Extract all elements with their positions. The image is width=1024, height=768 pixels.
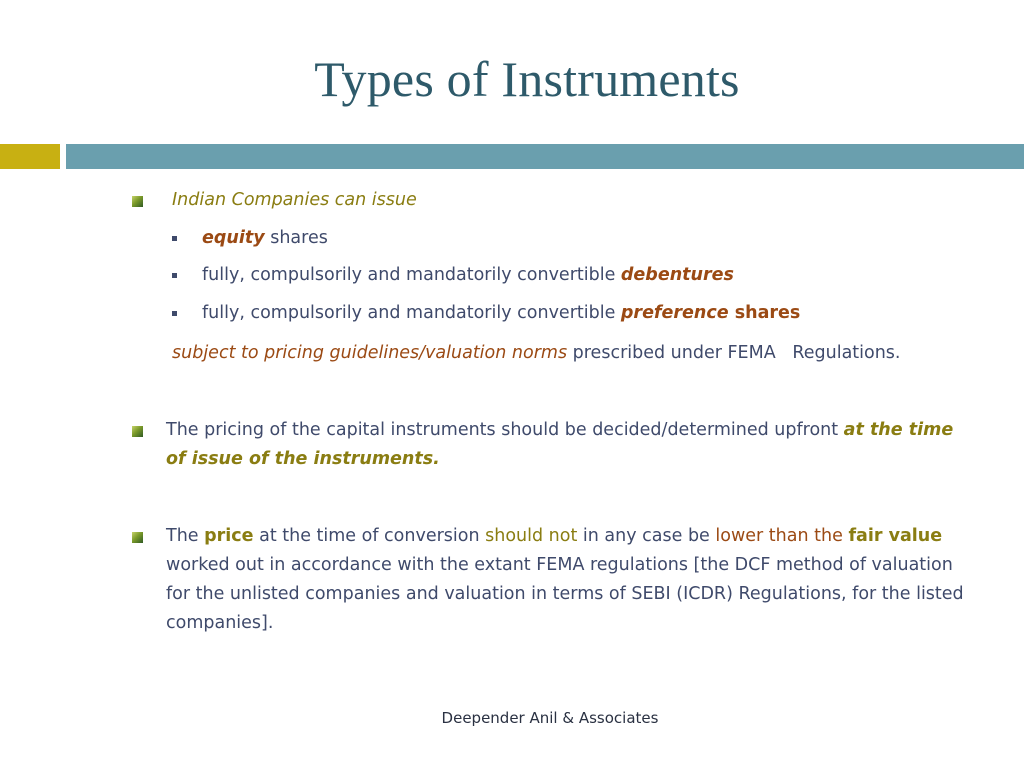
emphasis-text: preference: [620, 303, 729, 323]
square-bullet-icon: [132, 426, 143, 437]
square-bullet-icon: [132, 196, 143, 207]
sub-item-equity: [202, 226, 328, 250]
paragraph-text: The: [166, 526, 205, 546]
slide-title: Types of Instruments: [314, 51, 740, 107]
pricing-note: [172, 341, 901, 365]
sub-item-preference-shares: [202, 301, 800, 325]
sub-bullet-icon: [172, 273, 177, 278]
square-bullet-icon: [132, 532, 143, 543]
emphasis-price: price: [204, 526, 254, 546]
emphasis-fair-value: fair value: [848, 526, 943, 546]
bullet-heading-text: Indian Companies can issue: [172, 190, 417, 210]
sub-item-debentures: [202, 263, 734, 287]
note-text: prescribed under FEMA Regulations.: [567, 343, 901, 363]
note-emphasis: subject to pricing guidelines/valuation norms: [172, 343, 568, 363]
footer-text: Deepender Anil & Associates: [441, 709, 659, 727]
paragraph-text: The pricing of the capital instruments should be decided/determined upfront: [166, 420, 844, 440]
item-text: shares: [264, 228, 328, 248]
paragraph-text: at the time of conversion: [253, 526, 486, 546]
emphasis-should-not: should not: [485, 526, 578, 546]
emphasis-text: debentures: [620, 265, 734, 285]
item-text: fully, compulsorily and mandatorily convertible: [202, 303, 621, 323]
paragraph-text: in any case be: [577, 526, 716, 546]
sub-bullet-icon: [172, 311, 177, 316]
pricing-paragraph: [166, 416, 966, 474]
item-text: fully, compulsorily and mandatorily convertible: [202, 265, 621, 285]
emphasis-text: at the time of issue of the instruments.: [166, 420, 954, 469]
paragraph-text: worked out in accordance with the extant FEMA regulations [the DCF method of valuation for the unlisted companies and valuation in terms of SEBI (ICDR) Regulations, for the listed companies].: [166, 555, 964, 633]
bullet-heading: [172, 188, 417, 212]
sub-bullet-icon: [172, 236, 177, 241]
emphasis-text: shares: [728, 303, 801, 323]
emphasis-lower-than: lower than the: [715, 526, 843, 546]
conversion-paragraph: [166, 522, 966, 638]
emphasis-text: equity: [202, 228, 265, 248]
